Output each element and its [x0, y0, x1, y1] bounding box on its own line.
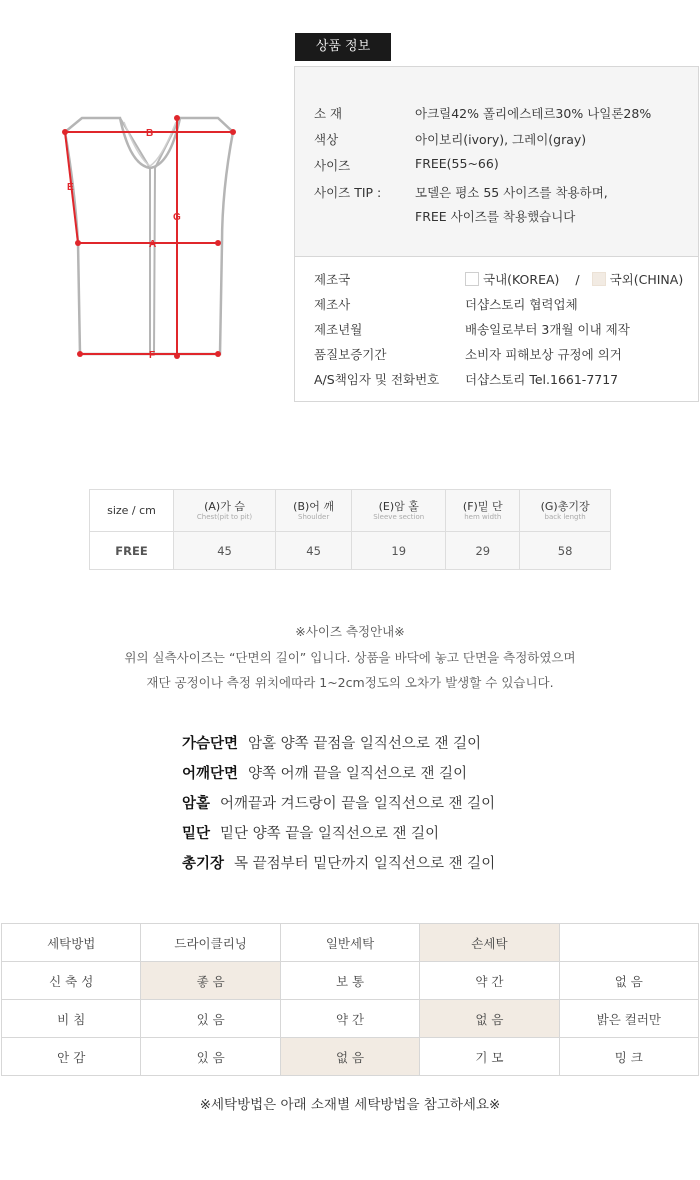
maker-value: 더샵스토리 협력업체	[465, 297, 578, 312]
care-cell-selected: 좋 음	[141, 962, 280, 1000]
size-table-header	[90, 490, 611, 532]
definition-hem: 밑단 밑단 양쪽 끝을 일직선으로 잰 길이	[182, 826, 440, 842]
warranty-label: 품질보증기간	[314, 347, 387, 362]
label-a: A	[149, 239, 157, 250]
size-table-corner: size / cm	[90, 490, 174, 532]
care-cell: 세탁방법	[2, 924, 141, 962]
vest-outline	[65, 118, 233, 354]
spec-label: 색상	[314, 132, 339, 147]
care-row-sheer	[2, 1000, 699, 1038]
care-cell: 신 축 성	[2, 962, 141, 1000]
header-shoulder: (B)어 깨 Shoulder	[276, 490, 352, 532]
definition-length: 총기장 목 끝점부터 밑단까지 일직선으로 잰 길이	[182, 856, 496, 872]
origin-korea: 국내(KOREA)	[483, 272, 560, 287]
as-value: 더샵스토리 Tel.1661-7717	[465, 372, 619, 387]
value-armhole: 19	[352, 532, 446, 570]
as-label: A/S책임자 및 전화번호	[314, 372, 440, 387]
definition-shoulder: 어깨단면 양쪽 어깨 끝을 일직선으로 잰 길이	[182, 766, 468, 782]
spec-label: 소 재	[314, 106, 343, 121]
care-cell: 안 감	[2, 1038, 141, 1076]
warranty-value: 소비자 피해보상 규정에 의거	[465, 347, 622, 362]
measurement-notice-title: ※사이즈 측정안내※	[295, 624, 405, 639]
spec-value: FREE 사이즈를 착용했습니다	[415, 209, 576, 224]
spec-label: 사이즈	[314, 158, 351, 173]
care-table	[1, 923, 699, 1076]
size-row-label: FREE	[90, 532, 174, 570]
care-cell: 있 음	[141, 1038, 280, 1076]
spec-value: 모델은 평소 55 사이즈를 착용하며,	[415, 185, 608, 200]
product-spec-panel	[295, 67, 698, 257]
origin-label: 제조국	[314, 272, 351, 287]
date-value: 배송일로부터 3개월 이내 제작	[465, 322, 630, 337]
header-length: (G)총기장 back length	[520, 490, 611, 532]
product-info-box	[294, 66, 699, 402]
care-cell: 드라이클리닝	[141, 924, 280, 962]
care-cell: 약 간	[280, 1000, 419, 1038]
care-cell-selected: 없 음	[420, 1000, 559, 1038]
spec-value: FREE(55~66)	[415, 156, 499, 171]
origin-separator: /	[575, 272, 580, 287]
care-cell: 기 모	[420, 1038, 559, 1076]
header-chest: (A)가 슴 Chest(pit to pit)	[174, 490, 276, 532]
care-cell: 약 간	[420, 962, 559, 1000]
checkbox-china	[592, 272, 606, 286]
care-cell-selected: 손세탁	[420, 924, 559, 962]
care-cell: 밍 크	[559, 1038, 698, 1076]
care-cell: 보 통	[280, 962, 419, 1000]
header-hem: (F)밑 단 hem width	[446, 490, 520, 532]
care-footer-note: ※세탁방법은 아래 소재별 세탁방법을 참고하세요※	[199, 1097, 501, 1113]
header-armhole: (E)암 홀 Sleeve section	[352, 490, 446, 532]
label-f: F	[149, 350, 156, 361]
value-length: 58	[520, 532, 611, 570]
date-label: 제조년월	[314, 322, 363, 337]
care-cell: 일반세탁	[280, 924, 419, 962]
origin-options	[465, 270, 683, 288]
origin-china: 국외(CHINA)	[609, 272, 684, 287]
maker-label: 제조사	[314, 297, 351, 312]
care-row-stretch	[2, 962, 699, 1000]
label-g: G	[173, 212, 181, 223]
checkbox-korea	[465, 272, 479, 286]
care-cell-selected: 없 음	[280, 1038, 419, 1076]
care-cell: 밝은 컬러만	[559, 1000, 698, 1038]
care-row-wash	[2, 924, 699, 962]
care-cell	[559, 924, 698, 962]
label-b: B	[146, 128, 154, 139]
measurement-notice-line: 위의 실측사이즈는 “단면의 길이” 입니다. 상품을 바닥에 놓고 단면을 측정하였으며	[124, 650, 576, 665]
care-cell: 비 침	[2, 1000, 141, 1038]
care-cell: 있 음	[141, 1000, 280, 1038]
care-row-lining	[2, 1038, 699, 1076]
care-cell: 없 음	[559, 962, 698, 1000]
garment-measurement-diagram	[50, 110, 250, 370]
value-shoulder: 45	[276, 532, 352, 570]
size-table-row	[90, 532, 611, 570]
value-chest: 45	[174, 532, 276, 570]
spec-label: 사이즈 TIP :	[314, 185, 382, 200]
definition-chest: 가슴단면 암홀 양쪽 끝점을 일직선으로 잰 길이	[182, 736, 482, 752]
value-hem: 29	[446, 532, 520, 570]
spec-value: 아크릴42% 폴리에스테르30% 나일론28%	[415, 106, 652, 121]
label-e: E	[67, 182, 74, 193]
size-table	[89, 489, 611, 570]
measurement-notice-line: 재단 공정이나 측정 위치에따라 1~2cm정도의 오차가 발생할 수 있습니다.	[146, 675, 554, 690]
product-info-title: 상품 정보	[295, 33, 391, 61]
definition-armhole: 암홀 어깨끝과 겨드랑이 끝을 일직선으로 잰 길이	[182, 796, 496, 812]
spec-value: 아이보리(ivory), 그레이(gray)	[415, 132, 587, 147]
